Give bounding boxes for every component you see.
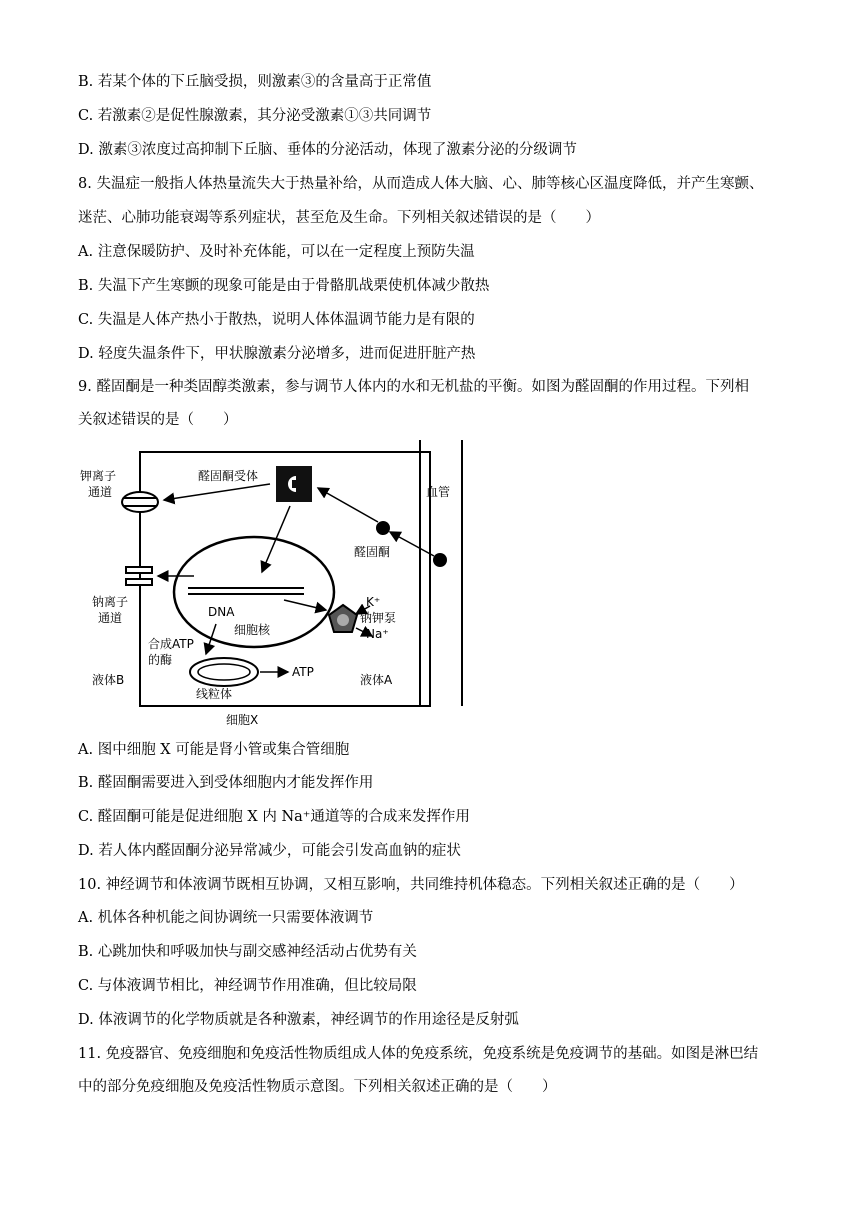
na-ion-label: Na⁺ — [366, 627, 389, 641]
q8-stem-line2: 迷茫、心肺功能衰竭等系列症状，甚至危及生命。下列相关叙述错误的是（ ） — [78, 210, 600, 226]
na-channel-label-line1: 钠离子 — [92, 595, 129, 609]
enzyme-label-line2: 的酶 — [148, 653, 173, 667]
q10-option-c: C. 与体液调节相比，神经调节作用准确，但比较局限 — [78, 978, 417, 994]
q8-option-a: A. 注意保暖防护、及时补充体能，可以在一定程度上预防失温 — [78, 244, 475, 260]
receptor-label: 醛固酮受体 — [198, 469, 259, 483]
q8-option-d: D. 轻度失温条件下，甲状腺激素分泌增多，进而促进肝脏产热 — [78, 346, 476, 362]
q10-option-b: B. 心跳加快和呼吸加快与副交感神经活动占优势有关 — [78, 944, 417, 960]
q10-option-d: D. 体液调节的化学物质就是各种激素，神经调节的作用途径是反射弧 — [78, 1012, 519, 1028]
na-k-pump-icon — [329, 605, 357, 632]
nucleus-label: 细胞核 — [234, 623, 271, 637]
mitochondrion-icon — [190, 658, 258, 686]
q9-option-a: A. 图中细胞 X 可能是肾小管或集合管细胞 — [78, 742, 350, 758]
arrow-vessel-to-molecule — [390, 532, 434, 556]
aldosterone-diagram — [78, 440, 478, 730]
k-ion-label: K⁺ — [366, 595, 381, 609]
dna-label: DNA — [208, 605, 235, 619]
q9-option-b: B. 醛固酮需要进入到受体细胞内才能发挥作用 — [78, 775, 374, 791]
q8-stem-line1: 8. 失温症一般指人体热量流失大于热量补给，从而造成人体大脑、心、肺等核心区温度降低，并产生寒颤、 — [78, 176, 764, 192]
aldosterone-molecule-inner — [376, 521, 390, 535]
q9-stem-line1: 9. 醛固酮是一种类固醇类激素，参与调节人体内的水和无机盐的平衡。如图为醛固酮的作用过程。下列相 — [78, 379, 749, 395]
arrow-receptor-to-k-channel — [164, 484, 270, 500]
q9-option-c: C. 醛固酮可能是促进细胞 X 内 Na⁺通道等的合成来发挥作用 — [78, 809, 470, 825]
q8-option-b: B. 失温下产生寒颤的现象可能是由于骨骼肌战栗使机体减少散热 — [78, 278, 490, 294]
q9-option-d: D. 若人体内醛固酮分泌异常减少，可能会引发高血钠的症状 — [78, 843, 461, 859]
enzyme-label-line1: 合成ATP — [148, 637, 194, 651]
receptor-icon — [276, 466, 312, 502]
k-channel-label-line2: 通道 — [88, 485, 113, 499]
q11-stem-line1: 11. 免疫器官、免疫细胞和免疫活性物质组成人体的免疫系统，免疫系统是免疫调节的基础。如图是淋巴结 — [78, 1046, 759, 1062]
arrow-molecule-to-receptor — [318, 488, 378, 522]
fluid-b-label: 液体B — [92, 673, 125, 687]
q9-stem-line2: 关叙述错误的是（ ） — [78, 412, 238, 428]
fluid-a-label: 液体A — [360, 673, 393, 687]
pump-label: 钠钾泵 — [360, 611, 397, 625]
k-channel-label-line1: 钾离子 — [80, 469, 117, 483]
q8-option-c: C. 失温是人体产热小于散热，说明人体体温调节能力是有限的 — [78, 312, 475, 328]
q7-option-c: C. 若激素②是促性腺激素，其分泌受激素①③共同调节 — [78, 108, 432, 124]
vessel-label: 血管 — [426, 485, 451, 499]
cell-x-label: 细胞X — [226, 713, 259, 727]
aldosterone-label: 醛固酮 — [354, 545, 391, 559]
q10-stem: 10. 神经调节和体液调节既相互协调，又相互影响，共同维持机体稳态。下列相关叙述正确的是（ ） — [78, 877, 744, 893]
na-channel-label-line2: 通道 — [98, 611, 123, 625]
mitochondrion-label: 线粒体 — [196, 687, 233, 701]
atp-label: ATP — [292, 665, 314, 679]
q7-option-d: D. 激素③浓度过高抑制下丘脑、垂体的分泌活动，体现了激素分泌的分级调节 — [78, 142, 577, 158]
q7-option-b: B. 若某个体的下丘脑受损，则激素③的含量高于正常值 — [78, 74, 432, 90]
q11-stem-line2: 中的部分免疫细胞及免疫活性物质示意图。下列相关叙述正确的是（ ） — [78, 1079, 557, 1095]
aldosterone-molecule-vessel — [433, 553, 447, 567]
k-channel-icon — [122, 492, 158, 512]
q10-option-a: A. 机体各种机能之间协调统一只需要体液调节 — [78, 910, 374, 926]
